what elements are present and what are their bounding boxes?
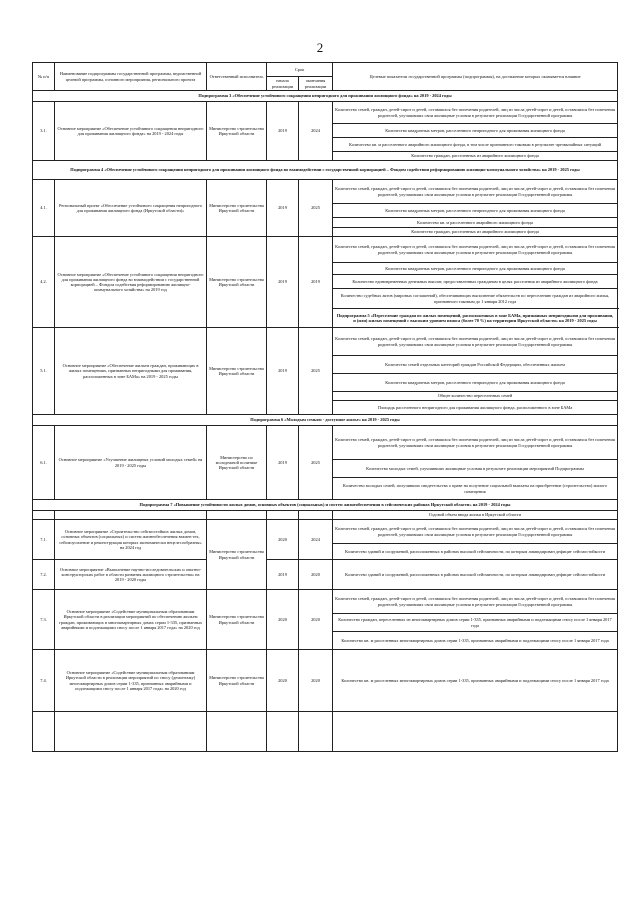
target-indicator: Количество молодых семей, получивших свидетельства о праве на получение социальной выплаты на приобретение (строительство) жилого помещения [333,478,618,500]
row-num: 6.1. [33,426,55,500]
empty-cell [267,511,299,520]
row-start: 2020 [267,520,299,560]
target-indicator: Количество семей отдельных категорий граждан Российской Федерации, обеспеченных жильем [333,356,618,374]
target-indicator: Количество кв. м расселенного аварийного жилищного фонда, в том числе признанного таковым в результате чрезвычайных ситуаций [333,138,618,152]
target-indicator: Количество семей, граждан, детей-сирот и детей, оставшихся без попечения родителей, лиц из числа детей-сирот и детей, оставшихся без попечения родителей, улучшивших свои жилищные условия в результате реализации Государственной программы [333,426,618,460]
section-title: Подпрограмма 5 «Переселение граждан из жилых помещений, расположенных в зоне БАМа, признанных непригодными для проживания, и (или) жилых помещений с высоким уровнем износа (более 70 %) на территории Иркутской области» на 2019 - 2025 годы [333,309,618,328]
section-title: Подпрограмма 3 «Обеспечение устойчивого сокращения непригодного для проживания жилищного фонда» на 2019 - 2024 годы [33,91,618,102]
section-title: Подпрограмма 4 «Обеспечение устойчивого сокращения непригодного для проживания жилищного фонда во взаимодействии с государственной корпорацией – Фондом содействия реформированию жилищно-коммунального хозяйства» на 2019 - 2025 годы [33,161,618,180]
row-name: Основное мероприятие «Обеспечение жильем граждан, проживающих в жилых помещениях, признанных непригодными для проживания, расположенных в зоне БАМа» на 2019 - 2025 годы [55,328,207,415]
page-number: 2 [316,40,324,55]
row-num: 4.1. [33,180,55,237]
row-name: Основное мероприятие «Улучшение жилищных условий молодых семей» на 2019 - 2025 годы [55,426,207,500]
target-indicator: Количество семей, граждан, детей-сирот и детей, оставшихся без попечения родителей, лиц из числа детей-сирот и детей, оставшихся без попечения родителей, улучшивших свои жилищные условия в результате реализации Государственной программы [333,520,618,544]
target-indicator: Количество семей, граждан, детей-сирот и детей, оставшихся без попечения родителей, лиц из числа детей-сирот и детей, оставшихся без попечения родителей, улучшивших свои жилищные условия в результате реализации Государственной программы [333,328,618,356]
row-num: 7.1. [33,520,55,560]
target-indicator: Количество зданий и сооружений, расположенных в районах высокой сейсмичности, по которым ликвидирован дефицит сейсмостойкости [333,560,618,590]
target-indicator: Количество молодых семей, улучшивших жилищные условия в результате реализации мероприятий Подпрограммы [333,460,618,478]
target-indicator: Количество зданий и сооружений, расположенных в районах высокой сейсмичности, по которым ликвидирован дефицит сейсмостойкости [333,544,618,560]
empty-cell [299,712,333,752]
target-indicator: Количество семей, граждан, детей-сирот и детей, оставшихся без попечения родителей, лиц из числа детей-сирот и детей, оставшихся без попечения родителей, улучшивших свои жилищные условия в результате реализации Государственной программы [333,590,618,614]
row-end: 2019 [299,237,333,328]
row-name: Основное мероприятие «Строительство сейсмостойких жилых домов, основных объектов (социальных) и систем жизнеобеспечения взамен тех, сейсмоусиление и реконструкция которых экономически нецелесообразны» на 2024 год [55,520,207,560]
target-indicator: Количество квадратных метров, расселенного непригодного для проживания жилищного фонда [333,204,618,218]
target-indicator: Количество кв. м расселенного аварийного жилищного фонда [333,218,618,228]
header-end: окончания реализации [299,77,333,91]
row-start: 2019 [267,237,299,328]
header-executor: Ответственный исполнитель [207,63,267,91]
row-num: 7.4. [33,650,55,712]
row-end: 2020 [299,590,333,650]
row-num: 5.1. [33,328,55,415]
target-indicator: Количество семей, граждан, детей-сирот и детей, оставшихся без попечения родителей, лиц из числа детей-сирот и детей, оставшихся без попечения родителей, улучшивших свои жилищные условия в результате реализации Государственной программы [333,237,618,263]
row-executor: Министерство по молодежной политике Иркутской области [207,426,267,500]
section-title: Подпрограмма 7 «Повышение устойчивости жилых домов, основных объектов (социальных) и систем жизнеобеспечения в сейсмических районах Иркутской области» на 2019 - 2024 годы [33,500,618,511]
target-indicator: Количество квадратных метров, расселенного непригодного для проживания жилищного фонда [333,263,618,275]
target-indicator: Количество граждан, расселенных из аварийного жилищного фонда [333,152,618,161]
header-start: начала реализации [267,77,299,91]
row-num: 7.2. [33,560,55,590]
empty-cell [267,712,299,752]
row-end: 2025 [299,180,333,237]
row-name: Основное мероприятие «Содействие муниципальным образованиям Иркутской области в реализации мероприятий по обеспечению жильем граждан, проживающих в многоквартирных домах серии 1-335, признанных аварийными и подлежащими сносу после 1 января 2017 года» на 2020 год [55,590,207,650]
row-start: 2019 [267,560,299,590]
header-targets: Целевые показатели государственной программы (подпрограммы), на достижение которых оказывается влияние [333,63,618,91]
row-end: 2025 [299,426,333,500]
target-indicator: Количество семей, граждан, детей-сирот и детей, оставшихся без попечения родителей, лиц из числа детей-сирот и детей, оставшихся без попечения родителей, улучшивших свои жилищные условия в результате реализации Государственной программы [333,180,618,204]
target-indicator: Количество квадратных метров, расселенного непригодного для проживания жилищного фонда [333,124,618,138]
target-indicator: Годовой объем ввода жилья в Иркутской области [333,511,618,520]
target-indicator: Количество граждан, переселенных из многоквартирных домов серии 1-335, признанных аварийными и подлежащими сносу после 1 января 2017 года [333,614,618,632]
empty-cell [207,712,267,752]
target-indicator: Количество семей, граждан, детей-сирот и детей, оставшихся без попечения родителей, лиц из числа детей-сирот и детей, оставшихся без попечения родителей, улучшивших свои жилищные условия в результате реализации Государственной программы [333,102,618,124]
row-name: Основное мероприятие «Содействие муниципальным образованиям Иркутской области в реализации мероприятий по сносу (демонтажу) многоквартирных домов серии 1-335, признанных аварийными и подлежащими сносу после 1 января 2017 года» на 2020 год [55,650,207,712]
row-start: 2020 [267,650,299,712]
header-name: Наименование подпрограммы государственной программы, ведомственной целевой программы, основного мероприятия, регионального проекта [55,63,207,91]
target-indicator: Количество судебных актов (мировых соглашений), обеспечивающих выполнение обязательств по переселению граждан из аварийного жилья, признанного таковым до 1 января 2012 года [333,289,618,309]
row-executor: Министерство строительства Иркутской области [207,328,267,415]
row-num: 4.2. [33,237,55,328]
row-num: 7.3. [33,590,55,650]
row-executor: Министерство строительства Иркутской области [207,520,267,590]
row-start: 2019 [267,102,299,161]
row-start: 2020 [267,590,299,650]
target-indicator: Количество кв. м расселенных многоквартирных домов серии 1-335, признанных аварийными и подлежащими сносу после 1 января 2017 года [333,632,618,650]
row-end: 2024 [299,520,333,560]
row-end: 2020 [299,560,333,590]
target-indicator: Количество квадратных метров, расселенного непригодного для проживания жилищного фонда [333,374,618,392]
row-num: 3.1. [33,102,55,161]
empty-cell [299,511,333,520]
row-name: Основное мероприятие «Обеспечение устойчивого сокращения непригодного для проживания жилищного фонда» на 2019 - 2024 годы [55,102,207,161]
row-start: 2019 [267,426,299,500]
row-start: 2019 [267,328,299,415]
empty-cell [33,712,55,752]
header-term: Срок [267,63,333,77]
header-num: № п/п [33,63,55,91]
target-indicator: Количество кв. м расселенных многоквартирных домов серии 1-335, признанных аварийными и подлежащими сносу после 1 января 2017 года [333,650,618,712]
empty-cell [207,511,267,520]
row-name: Основное мероприятие «Обеспечение устойчивого сокращения непригодного для проживания жилищного фонда во взаимодействии с государственной корпорацией – Фондом содействия реформированию жилищно-коммунального хозяйства» на 2019 год [55,237,207,328]
target-indicator: Площадь расселенного непригодного для проживания жилищного фонда, расположенного в зоне БАМа [333,401,618,415]
program-table [32,62,618,752]
row-executor: Министерство строительства Иркутской области [207,237,267,328]
target-indicator: Количество граждан, расселенных из аварийного жилищного фонда [333,228,618,237]
section-title: Подпрограмма 6 «Молодым семьям - доступное жилье» на 2019 - 2025 годы [33,415,618,426]
row-end: 2025 [299,328,333,415]
empty-cell [33,511,55,520]
target-indicator: Количество единовременных денежных выплат, предоставленных гражданам в целях расселения из аварийного жилищного фонда [333,275,618,289]
row-name: Основное мероприятие «Выполнение научно-исследовательских и опытно-конструкторских работ в области развития жилищного строительства» на 2019 - 2020 годы [55,560,207,590]
target-indicator: Общее количество переселенных семей [333,392,618,401]
row-end: 2024 [299,102,333,161]
empty-cell [55,712,207,752]
row-executor: Министерство строительства Иркутской области [207,180,267,237]
row-executor: Министерство строительства Иркутской области [207,102,267,161]
empty-cell [333,712,618,752]
row-name: Региональный проект «Обеспечение устойчивого сокращения непригодного для проживания жилищного фонда (Иркутской области)» [55,180,207,237]
row-executor: Министерство строительства Иркутской области [207,650,267,712]
row-start: 2019 [267,180,299,237]
row-end: 2020 [299,650,333,712]
row-executor: Министерство строительства Иркутской области [207,590,267,650]
empty-cell [55,511,207,520]
